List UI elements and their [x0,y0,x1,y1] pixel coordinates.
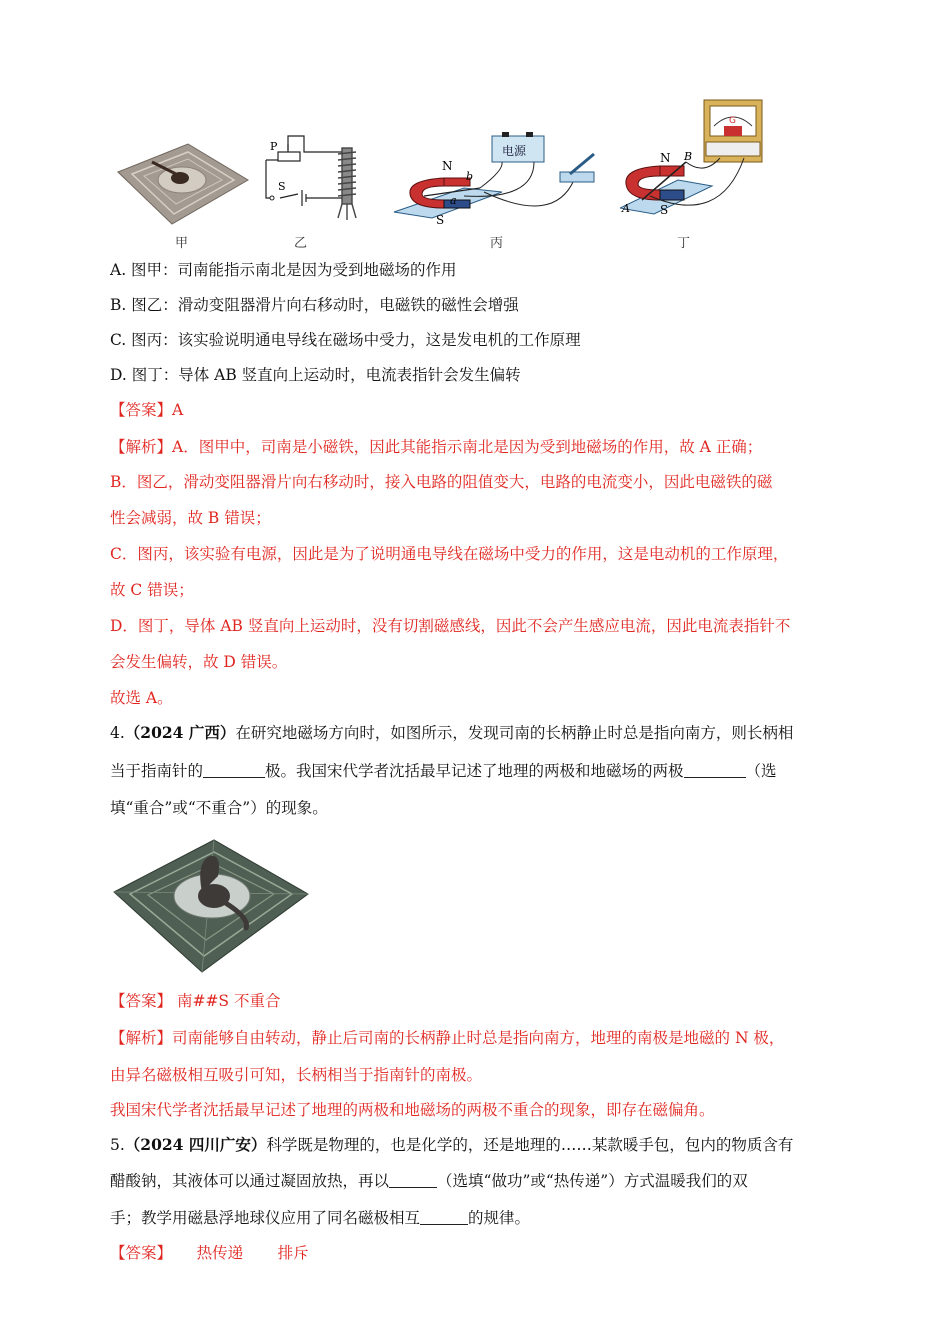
answer-label: 【答案】 [110,401,173,419]
analysis-text: 司南能够自由转动，静止后司南的长柄静止时总是指向南方，地理的南极是地磁的 N 极， [172,1029,785,1047]
label-s: S [660,203,669,217]
question-text: 手；教学用磁悬浮地球仪应用了同名磁极相互 [110,1209,421,1227]
q5-line-1 [110,1134,793,1156]
option-c: C. 图丙：该实验说明通电导线在磁场中受力，这是发电机的工作原理 [110,331,581,349]
caption-bing: 丙 [490,236,504,251]
q4-answer [110,990,280,1012]
question-text: 的规律。 [468,1209,531,1227]
q5-line-2 [110,1170,748,1192]
analysis-label: 【解析】 [110,1029,173,1047]
question-text: 当于指南针的 [110,762,204,780]
motor-principle-setup-bing [384,130,614,225]
analysis-label: 【解析】 [110,438,173,456]
q3-analysis-line-3: 性会减弱，故 B 错误； [110,509,271,527]
answer-value: A [172,401,184,419]
label-b: b [466,170,474,183]
q3-analysis-line-2: B．图乙，滑动变阻器滑片向右移动时，接入电路的阻值变大，电路的电流变小，因此电磁铁的磁 [110,473,773,491]
question-number: 5. [110,1136,125,1154]
question-source: （2024 四川广安） [124,1135,267,1154]
answer-blank-1[interactable] [203,761,265,778]
q3-analysis-line-4: C．图丙，该实验有电源，因此是为了说明通电导线在磁场中受力的作用，这是电动机的工作原理， [110,545,789,563]
label-s: S [436,213,445,225]
question-text: 醋酸钠，其液体可以通过凝固放热，再以 [110,1172,390,1190]
caption-ding: 丁 [677,236,691,251]
label-p: P [270,140,278,153]
option-d: D. 图丁：导体 AB 竖直向上运动时，电流表指针会发生偏转 [110,366,521,384]
answer-value: 南##S 不重合 [176,992,281,1010]
q5-line-3 [110,1207,530,1229]
question-text: 在研究地磁场方向时，如图所示，发现司南的长柄静止时总是指向南方，则长柄相 [235,724,794,742]
option-b: B. 图乙：滑动变阻器滑片向右移动时，电磁铁的磁性会增强 [110,296,519,314]
answer-blank-2[interactable] [684,761,746,778]
answer-label: 【答案】 [110,1244,173,1262]
q4-line-3: 填“重合”或“不重合”）的现象。 [110,799,328,817]
label-a: a [450,194,457,207]
label-a: A [622,202,630,215]
label-n: N [442,159,453,173]
q4-line-1 [110,722,793,744]
analysis-text: A．图甲中，司南是小磁铁，因此其能指示南北是因为受到地磁场的作用，故 A 正确； [172,438,763,456]
label-n: N [660,151,671,165]
question-text: （选填“做功”或“热传递”）方式温暖我们的双 [437,1172,748,1190]
induction-setup-ding [620,96,770,226]
question-number: 4. [110,724,125,742]
q3-answer [110,399,183,421]
q4-analysis-line-2: 由异名磁极相互吸引可知，长柄相当于指南针的南极。 [110,1066,483,1084]
answer-value: 热传递 排斥 [196,1244,309,1262]
label-b: B [684,150,693,163]
caption-yi: 乙 [294,236,308,251]
answer-blank-2[interactable] [420,1208,468,1225]
answer-label: 【答案】 [110,992,173,1010]
q4-analysis-line-1 [110,1027,784,1049]
q4-line-2 [110,760,777,782]
question-text: 科学既是物理的，也是化学的，还是地理的……某款暖手包，包内的物质含有 [266,1136,794,1154]
q3-analysis-line-1 [110,436,762,458]
q3-analysis-line-5: 故 C 错误； [110,581,194,599]
q4-analysis-line-3: 我国宋代学者沈括最早记述了地理的两极和地磁场的两极不重合的现象，即存在磁偏角。 [110,1101,715,1119]
caption-jia: 甲 [175,236,189,251]
sinan-compass-image-jia [110,132,250,228]
q3-analysis-line-6: D．图丁，导体 AB 竖直向上运动时，没有切割磁感线，因此不会产生感应电流，因此电流表指针不 [110,617,791,635]
q3-analysis-line-8: 故选 A。 [110,689,173,707]
question-source: （2024 广西） [124,723,236,742]
option-a: A. 图甲：司南能指示南北是因为受到地磁场的作用 [110,261,457,279]
sinan-compass-photo [110,832,310,976]
q3-analysis-line-7: 会发生偏转，故 D 错误。 [110,653,288,671]
question-text: 极。我国宋代学者沈括最早记述了地理的两极和地磁场的两极 [265,762,684,780]
question-text: （选 [745,762,777,780]
label-power: 电源 [502,144,527,158]
electromagnet-circuit-yi [258,130,368,222]
answer-blank-1[interactable] [389,1171,437,1188]
q5-answer [110,1242,309,1264]
label-g: G [729,116,736,126]
label-s-switch: S [278,180,286,193]
